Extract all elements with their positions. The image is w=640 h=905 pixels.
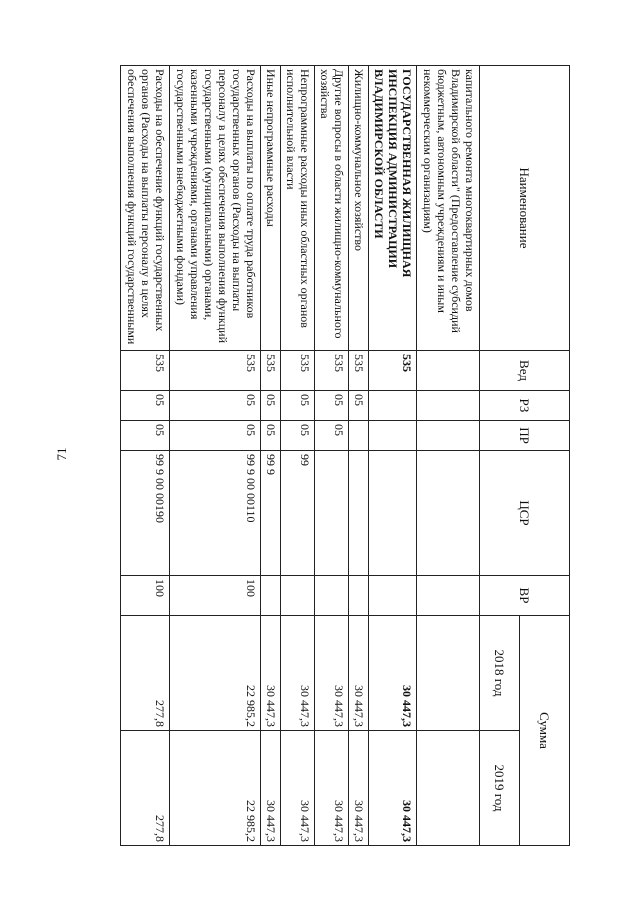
row-2018: 30 447,3: [349, 616, 369, 731]
header-ved: Вед: [480, 351, 570, 391]
budget-table: [120, 65, 570, 846]
row-rz: 05: [169, 391, 261, 421]
row-2019: 22 985,2: [169, 731, 261, 846]
row-name: ГОСУДАРСТВЕННАЯ ЖИЛИЩНАЯ ИНСПЕКЦИЯ АДМИНИСТРАЦИИ ВЛАДИМИРСКОЙ ОБЛАСТИ: [368, 66, 416, 351]
row-pr: 05: [169, 421, 261, 451]
row-2019: 30 447,3: [261, 731, 281, 846]
row-name: Расходы на обеспечение функций государственных органов (Расходы на выплаты персоналу в целях обеспечения выполнения функций государственными: [121, 66, 170, 351]
row-name: Непрограммные расходы иных областных органов исполнительной власти: [280, 66, 314, 351]
row-rz: 05: [121, 391, 170, 421]
row-pr: 05: [314, 421, 348, 451]
row-vr: [368, 576, 416, 616]
row-csr: [368, 451, 416, 576]
row-ved: 535: [280, 351, 314, 391]
row-2018: 30 447,3: [280, 616, 314, 731]
row-name: Расходы на выплаты по оплате труда работников государственных органов (Расходы на выплаты персоналу в целях обеспечения выполнения функций государственными (муниципальными) органами, казенными учреждениями, органами управления государственными внебюджетными фондами): [169, 66, 261, 351]
row-rz: [368, 391, 416, 421]
row-2018: 30 447,3: [368, 616, 416, 731]
header-vr: ВР: [480, 576, 570, 616]
row-pr: 05: [261, 421, 281, 451]
table-row: [261, 66, 281, 846]
row-vr: 100: [121, 576, 170, 616]
header-rz: РЗ: [480, 391, 570, 421]
table-row: [121, 66, 170, 846]
row-csr: 99 9 00 00190: [121, 451, 170, 576]
row-csr: 99: [280, 451, 314, 576]
row-csr: 99 9 00 00110: [169, 451, 261, 576]
row-rz: 05: [314, 391, 348, 421]
row-ved: 535: [349, 351, 369, 391]
row-2019: 30 447,3: [368, 731, 416, 846]
row-name: капитального ремонта многоквартирных домов Владимирской области" (Предоставление субсидий бюджетным, автономным учреждениям и иным некоммерческим организациям): [417, 66, 480, 351]
row-2018: 30 447,3: [314, 616, 348, 731]
header-name: Наименование: [480, 66, 570, 351]
row-2018: [417, 616, 480, 731]
row-vr: [261, 576, 281, 616]
row-name: Иные непрограммные расходы: [261, 66, 281, 351]
row-2019: 30 447,3: [349, 731, 369, 846]
row-vr: [349, 576, 369, 616]
row-rz: [417, 391, 480, 421]
row-2019: 30 447,3: [280, 731, 314, 846]
header-pr: ПР: [480, 421, 570, 451]
row-ved: [417, 351, 480, 391]
row-2019: 30 447,3: [314, 731, 348, 846]
row-ved: 535: [261, 351, 281, 391]
row-csr: [417, 451, 480, 576]
row-pr: [368, 421, 416, 451]
row-2018: 30 447,3: [261, 616, 281, 731]
table-row: [280, 66, 314, 846]
row-pr: [417, 421, 480, 451]
row-ved: 535: [169, 351, 261, 391]
table-row: [169, 66, 261, 846]
row-vr: [417, 576, 480, 616]
header-sum: Сумма: [520, 616, 570, 846]
table-row: [314, 66, 348, 846]
row-pr: 05: [121, 421, 170, 451]
row-csr: [314, 451, 348, 576]
row-vr: [280, 576, 314, 616]
row-csr: 99 9: [261, 451, 281, 576]
row-name: Жилищно-коммунальное хозяйство: [349, 66, 369, 351]
row-rz: 05: [280, 391, 314, 421]
row-rz: 05: [261, 391, 281, 421]
row-pr: 05: [280, 421, 314, 451]
table-row: [417, 66, 480, 846]
table-row: [349, 66, 369, 846]
row-2019: [417, 731, 480, 846]
row-2018: 22 985,2: [169, 616, 261, 731]
row-ved: 535: [368, 351, 416, 391]
row-2018: 277,8: [121, 616, 170, 731]
header-csr: ЦСР: [480, 451, 570, 576]
header-2018: 2018 год: [480, 616, 520, 731]
row-ved: 535: [121, 351, 170, 391]
row-csr: [349, 451, 369, 576]
row-ved: 535: [314, 351, 348, 391]
row-name: Другие вопросы в области жилищно-коммунального хозяйства: [314, 66, 348, 351]
header-2019: 2019 год: [480, 731, 520, 846]
row-vr: [314, 576, 348, 616]
row-2019: 277,8: [121, 731, 170, 846]
row-vr: 100: [169, 576, 261, 616]
row-rz: 05: [349, 391, 369, 421]
table-row: [368, 66, 416, 846]
page-number: 71: [54, 447, 69, 461]
budget-table-rotated: [120, 65, 570, 845]
row-pr: [349, 421, 369, 451]
